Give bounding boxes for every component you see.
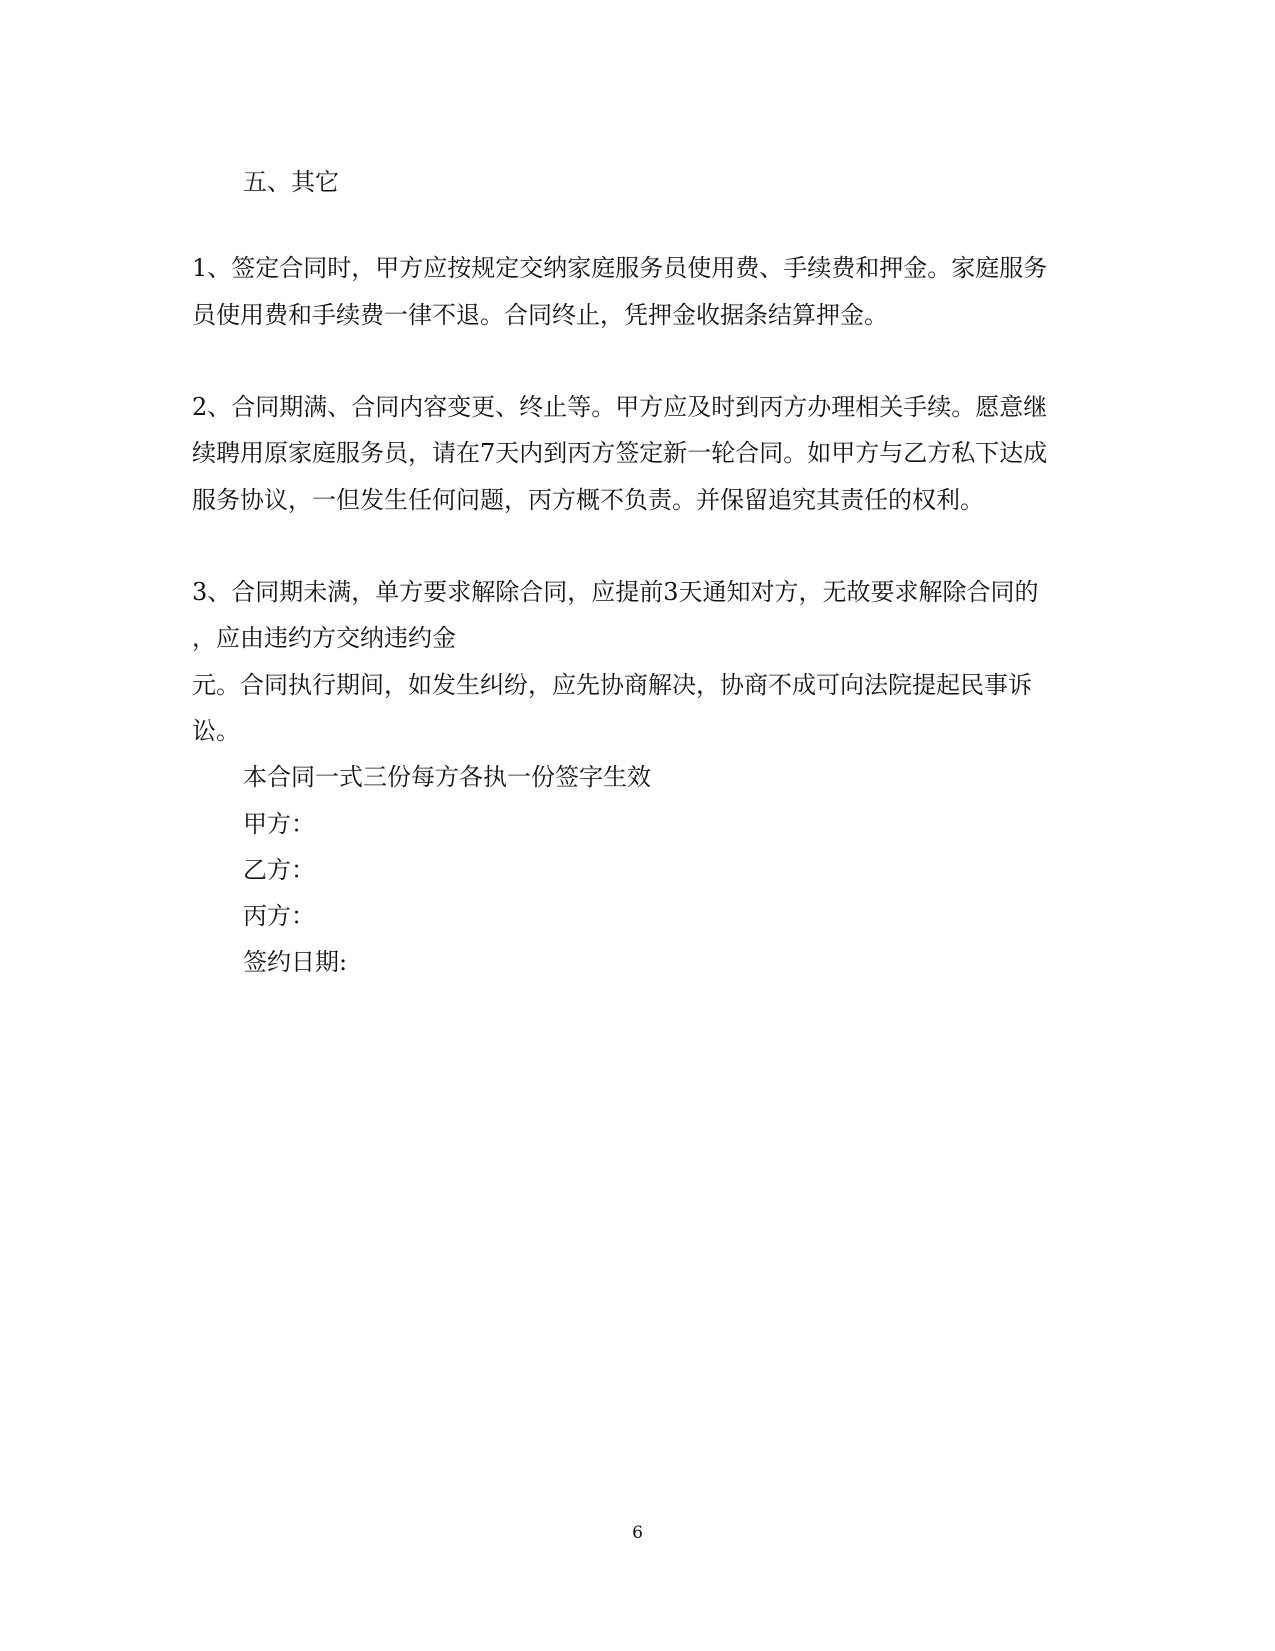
clause-2-line-2: 续聘用原家庭服务员，请在7天内到丙方签定新一轮合同。如甲方与乙方私下达成	[192, 439, 1048, 467]
clause-1-line-2: 员使用费和手续费一律不退。合同终止，凭押金收据条结算押金。	[192, 301, 888, 329]
page-number: 6	[632, 1523, 643, 1543]
section-heading: 五、其它	[243, 168, 339, 196]
clause-3-line-1: 3、合同期未满，单方要求解除合同，应提前3天通知对方，无故要求解除合同的	[192, 578, 1039, 606]
signature-party-a: 甲方：	[243, 810, 315, 838]
clause-2-line-3: 服务协议，一但发生任何问题，丙方概不负责。并保留追究其责任的权利。	[192, 486, 984, 514]
signature-party-b: 乙方：	[243, 856, 315, 884]
closing-statement: 本合同一式三份每方各执一份签字生效	[243, 763, 651, 791]
clause-3-line-3: 元。合同执行期间，如发生纠纷，应先协商解决，协商不成可向法院提起民事诉	[192, 671, 1032, 699]
signature-party-c: 丙方：	[243, 902, 315, 930]
clause-3-line-2: ，应由违约方交纳违约金	[192, 624, 456, 652]
clause-1-line-1: 1、签定合同时，甲方应按规定交纳家庭服务员使用费、手续费和押金。家庭服务	[192, 254, 1048, 282]
clause-2-line-1: 2、合同期满、合同内容变更、终止等。甲方应及时到丙方办理相关手续。愿意继	[192, 393, 1048, 421]
clause-3-line-4: 讼。	[192, 717, 240, 745]
signature-date: 签约日期:	[243, 948, 348, 976]
